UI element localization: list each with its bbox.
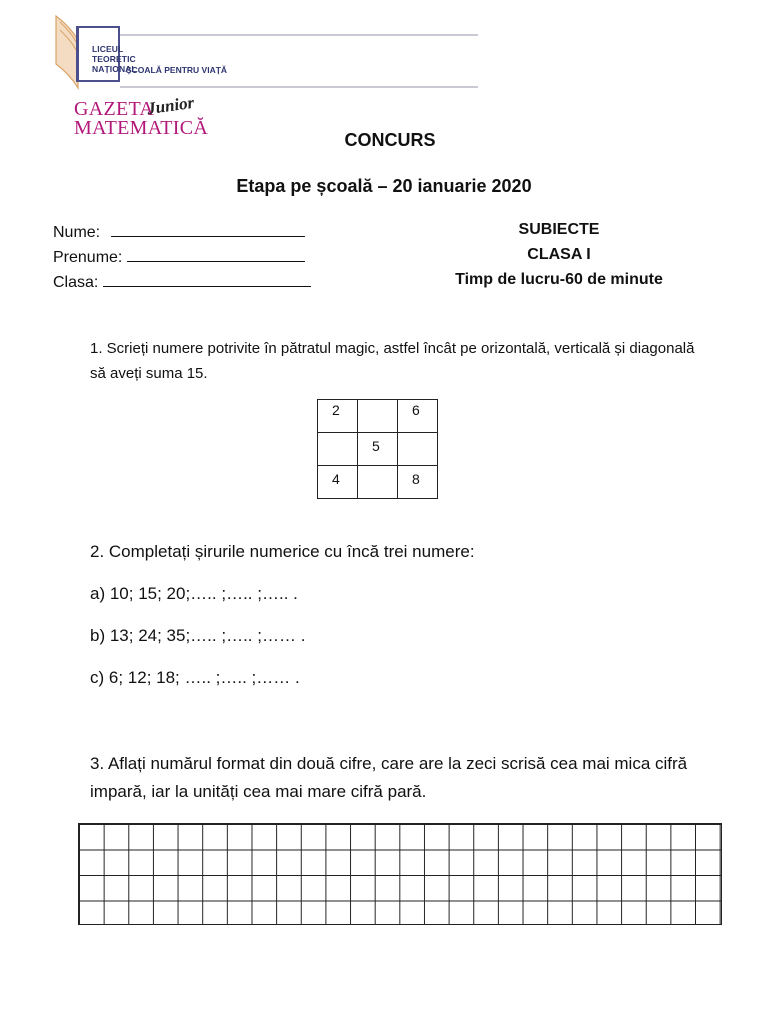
exercise-2-heading: 2. Completați șirurile numerice cu încă trei numere: [90,542,475,561]
subjects-label: SUBIECTE [518,221,600,238]
class-field[interactable] [53,271,311,292]
logo-divider [120,86,478,88]
class-blank-line[interactable] [103,271,311,287]
exercise-1-text: 1. Scrieți numere potrivite în pătratul magic, astfel încât pe orizontală, verticală și diagonală să aveți suma 15. [90,340,695,382]
magic-square-cell[interactable] [318,433,358,466]
surname-label: Prenume: [53,249,123,266]
magic-square-cell[interactable] [358,400,398,433]
work-time-label: Timp de lucru-60 de minute [455,271,663,288]
gazeta-logo-line: MATEMATICĂ [74,117,209,139]
school-name-line: NAȚIONAL [92,64,137,74]
school-name-line: LICEUL [92,44,124,54]
magic-square-cell[interactable]: 4 [318,466,358,499]
exercise-2b: b) 13; 24; 35;….. ;….. ;…… . [90,626,306,645]
surname-blank-line[interactable] [127,246,305,262]
page-subtitle: Etapa pe școală – 20 ianuarie 2020 [236,176,532,196]
junior-logo-text: Junior [145,92,196,119]
name-field[interactable] [53,221,305,242]
exercise-2a: a) 10; 15; 20;….. ;….. ;….. . [90,584,298,603]
school-name-line: TEORETIC [92,54,136,64]
name-label: Nume: [53,224,101,241]
surname-field[interactable] [53,246,305,267]
class-label: Clasa: [53,274,99,291]
gazeta-logo-line: GAZETA [74,98,155,120]
school-motto: ȘCOALĂ PENTRU VIAȚĂ [126,65,228,75]
magic-square-cell[interactable]: 6 [398,400,438,433]
answer-grid[interactable] [78,823,722,925]
name-blank-line[interactable] [111,221,305,237]
magic-square [317,399,438,499]
magic-square-cell[interactable]: 2 [318,400,358,433]
page-title: CONCURS [344,130,436,150]
exercise-2c: c) 6; 12; 18; ….. ;….. ;…… . [90,668,300,687]
magic-square-cell[interactable]: 8 [398,466,438,499]
exercise-3-text: 3. Aflați numărul format din două cifre, care are la zeci scrisă cea mai mica cifră impară, iar la unități cea mai mare cifră pară. [90,754,688,801]
magic-square-cell[interactable] [398,433,438,466]
grade-label: CLASA I [527,246,591,263]
magic-square-cell[interactable] [358,466,398,499]
magic-square-cell[interactable]: 5 [358,433,398,466]
logo-divider [120,34,478,36]
